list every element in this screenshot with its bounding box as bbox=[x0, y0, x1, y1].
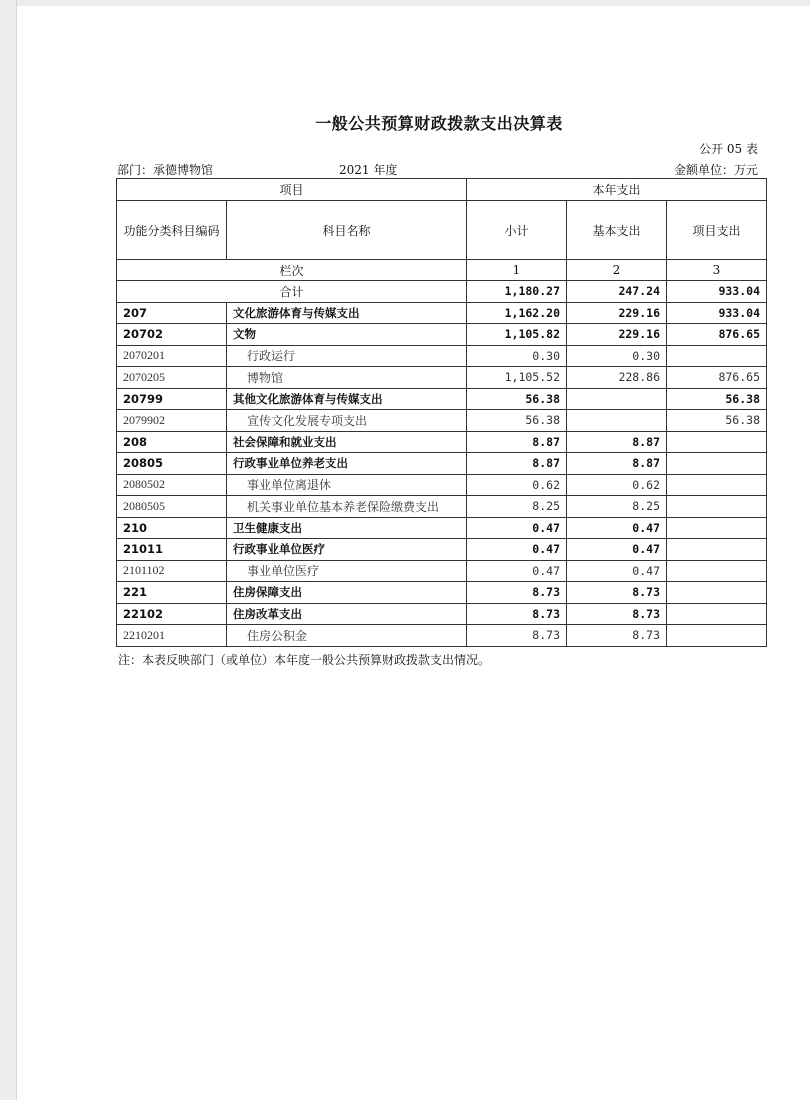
row-label: 栏次 bbox=[117, 260, 467, 281]
table-row bbox=[117, 474, 767, 496]
header-project-expense: 项目支出 bbox=[667, 201, 767, 260]
header-row-1 bbox=[117, 179, 767, 201]
row-subtotal: 1,105.82 bbox=[467, 324, 567, 346]
row-project bbox=[667, 431, 767, 453]
row-name: 行政事业单位医疗 bbox=[227, 539, 467, 561]
row-project bbox=[667, 625, 767, 647]
header-basic: 基本支出 bbox=[567, 201, 667, 260]
total-label: 合计 bbox=[117, 281, 467, 303]
row-project bbox=[667, 345, 767, 367]
row-subtotal: 8.25 bbox=[467, 496, 567, 518]
table-row bbox=[117, 410, 767, 432]
row-basic: 228.86 bbox=[567, 367, 667, 389]
row-name: 博物馆 bbox=[227, 367, 467, 389]
table-row bbox=[117, 367, 767, 389]
row-code: 21011 bbox=[117, 539, 227, 561]
row-code: 210 bbox=[117, 517, 227, 539]
row-name: 事业单位医疗 bbox=[227, 560, 467, 582]
column-index-1: 1 bbox=[467, 260, 567, 281]
row-code: 2080505 bbox=[117, 496, 227, 518]
row-name: 卫生健康支出 bbox=[227, 517, 467, 539]
row-subtotal: 0.47 bbox=[467, 539, 567, 561]
table-row bbox=[117, 603, 767, 625]
row-subtotal: 8.87 bbox=[467, 431, 567, 453]
row-subtotal: 8.73 bbox=[467, 582, 567, 604]
row-project: 56.38 bbox=[667, 410, 767, 432]
header-current-year-expense: 本年支出 bbox=[467, 179, 767, 201]
total-basic: 247.24 bbox=[567, 281, 667, 303]
table-row bbox=[117, 345, 767, 367]
row-name: 文化旅游体育与传媒支出 bbox=[227, 302, 467, 324]
row-basic: 0.30 bbox=[567, 345, 667, 367]
viewer-left-edge bbox=[0, 0, 17, 1100]
table-row bbox=[117, 302, 767, 324]
row-project: 876.65 bbox=[667, 324, 767, 346]
table-row bbox=[117, 625, 767, 647]
row-code: 2080502 bbox=[117, 474, 227, 496]
row-basic: 8.87 bbox=[567, 431, 667, 453]
row-name: 行政运行 bbox=[227, 345, 467, 367]
row-name: 住房公积金 bbox=[227, 625, 467, 647]
row-subtotal: 1,105.52 bbox=[467, 367, 567, 389]
row-subtotal: 8.87 bbox=[467, 453, 567, 475]
row-basic bbox=[567, 410, 667, 432]
page-title: 一般公共预算财政拨款支出决算表 bbox=[315, 114, 563, 133]
row-code: 2070201 bbox=[117, 345, 227, 367]
row-subtotal: 0.47 bbox=[467, 560, 567, 582]
row-basic: 0.62 bbox=[567, 474, 667, 496]
row-basic: 0.47 bbox=[567, 539, 667, 561]
row-project bbox=[667, 474, 767, 496]
row-project: 876.65 bbox=[667, 367, 767, 389]
row-project bbox=[667, 517, 767, 539]
row-project bbox=[667, 560, 767, 582]
row-project bbox=[667, 582, 767, 604]
footnote: 注：本表反映部门（或单位）本年度一般公共预算财政拨款支出情况。 bbox=[118, 653, 491, 667]
row-basic: 8.73 bbox=[567, 625, 667, 647]
table-row bbox=[117, 517, 767, 539]
total-row bbox=[117, 281, 767, 303]
row-code: 20799 bbox=[117, 388, 227, 410]
row-name: 住房保障支出 bbox=[227, 582, 467, 604]
row-code: 22102 bbox=[117, 603, 227, 625]
department-label: 部门：承德博物馆 bbox=[117, 163, 214, 177]
row-subtotal: 8.73 bbox=[467, 625, 567, 647]
row-name: 文物 bbox=[227, 324, 467, 346]
row-subtotal: 0.30 bbox=[467, 345, 567, 367]
row-subtotal: 0.62 bbox=[467, 474, 567, 496]
header-subtotal: 小计 bbox=[467, 201, 567, 260]
row-code: 207 bbox=[117, 302, 227, 324]
row-name: 机关事业单位基本养老保险缴费支出 bbox=[227, 496, 467, 518]
row-subtotal: 8.73 bbox=[467, 603, 567, 625]
total-project: 933.04 bbox=[667, 281, 767, 303]
row-project bbox=[667, 603, 767, 625]
row-code: 221 bbox=[117, 582, 227, 604]
row-subtotal: 1,162.20 bbox=[467, 302, 567, 324]
currency-unit: 金额单位：万元 bbox=[673, 163, 758, 177]
row-project: 56.38 bbox=[667, 388, 767, 410]
row-basic: 8.73 bbox=[567, 603, 667, 625]
table-row bbox=[117, 496, 767, 518]
table-row bbox=[117, 431, 767, 453]
row-name: 事业单位离退休 bbox=[227, 474, 467, 496]
row-code: 2101102 bbox=[117, 560, 227, 582]
report-meta bbox=[117, 161, 758, 177]
row-code: 2079902 bbox=[117, 410, 227, 432]
form-number: 公开 05 表 bbox=[699, 142, 758, 156]
row-name: 住房改革支出 bbox=[227, 603, 467, 625]
row-name: 社会保障和就业支出 bbox=[227, 431, 467, 453]
row-basic: 8.73 bbox=[567, 582, 667, 604]
row-name: 其他文化旅游体育与传媒支出 bbox=[227, 388, 467, 410]
header-code: 功能分类科目编码 bbox=[117, 201, 227, 260]
row-project bbox=[667, 453, 767, 475]
row-basic: 229.16 bbox=[567, 324, 667, 346]
row-project: 933.04 bbox=[667, 302, 767, 324]
row-code: 2070205 bbox=[117, 367, 227, 389]
header-row-2 bbox=[117, 201, 767, 260]
row-basic: 8.87 bbox=[567, 453, 667, 475]
header-name: 科目名称 bbox=[227, 201, 467, 260]
row-basic: 8.25 bbox=[567, 496, 667, 518]
table-row bbox=[117, 539, 767, 561]
table-row bbox=[117, 453, 767, 475]
total-subtotal: 1,180.27 bbox=[467, 281, 567, 303]
row-name: 行政事业单位养老支出 bbox=[227, 453, 467, 475]
column-index-3: 3 bbox=[667, 260, 767, 281]
row-basic: 0.47 bbox=[567, 560, 667, 582]
row-basic bbox=[567, 388, 667, 410]
table-row bbox=[117, 324, 767, 346]
row-code: 2210201 bbox=[117, 625, 227, 647]
header-project: 项目 bbox=[117, 179, 467, 201]
row-project bbox=[667, 539, 767, 561]
column-index-2: 2 bbox=[567, 260, 667, 281]
row-project bbox=[667, 496, 767, 518]
expenditure-table bbox=[116, 178, 767, 647]
table-row bbox=[117, 388, 767, 410]
row-subtotal: 56.38 bbox=[467, 388, 567, 410]
table-row bbox=[117, 582, 767, 604]
row-subtotal: 0.47 bbox=[467, 517, 567, 539]
row-code: 20702 bbox=[117, 324, 227, 346]
column-index-row bbox=[117, 260, 767, 281]
table-row bbox=[117, 560, 767, 582]
row-name: 宣传文化发展专项支出 bbox=[227, 410, 467, 432]
viewer-top-edge bbox=[0, 0, 810, 6]
row-code: 20805 bbox=[117, 453, 227, 475]
row-basic: 0.47 bbox=[567, 517, 667, 539]
row-basic: 229.16 bbox=[567, 302, 667, 324]
fiscal-year: 2021 年度 bbox=[339, 163, 398, 177]
row-code: 208 bbox=[117, 431, 227, 453]
row-subtotal: 56.38 bbox=[467, 410, 567, 432]
